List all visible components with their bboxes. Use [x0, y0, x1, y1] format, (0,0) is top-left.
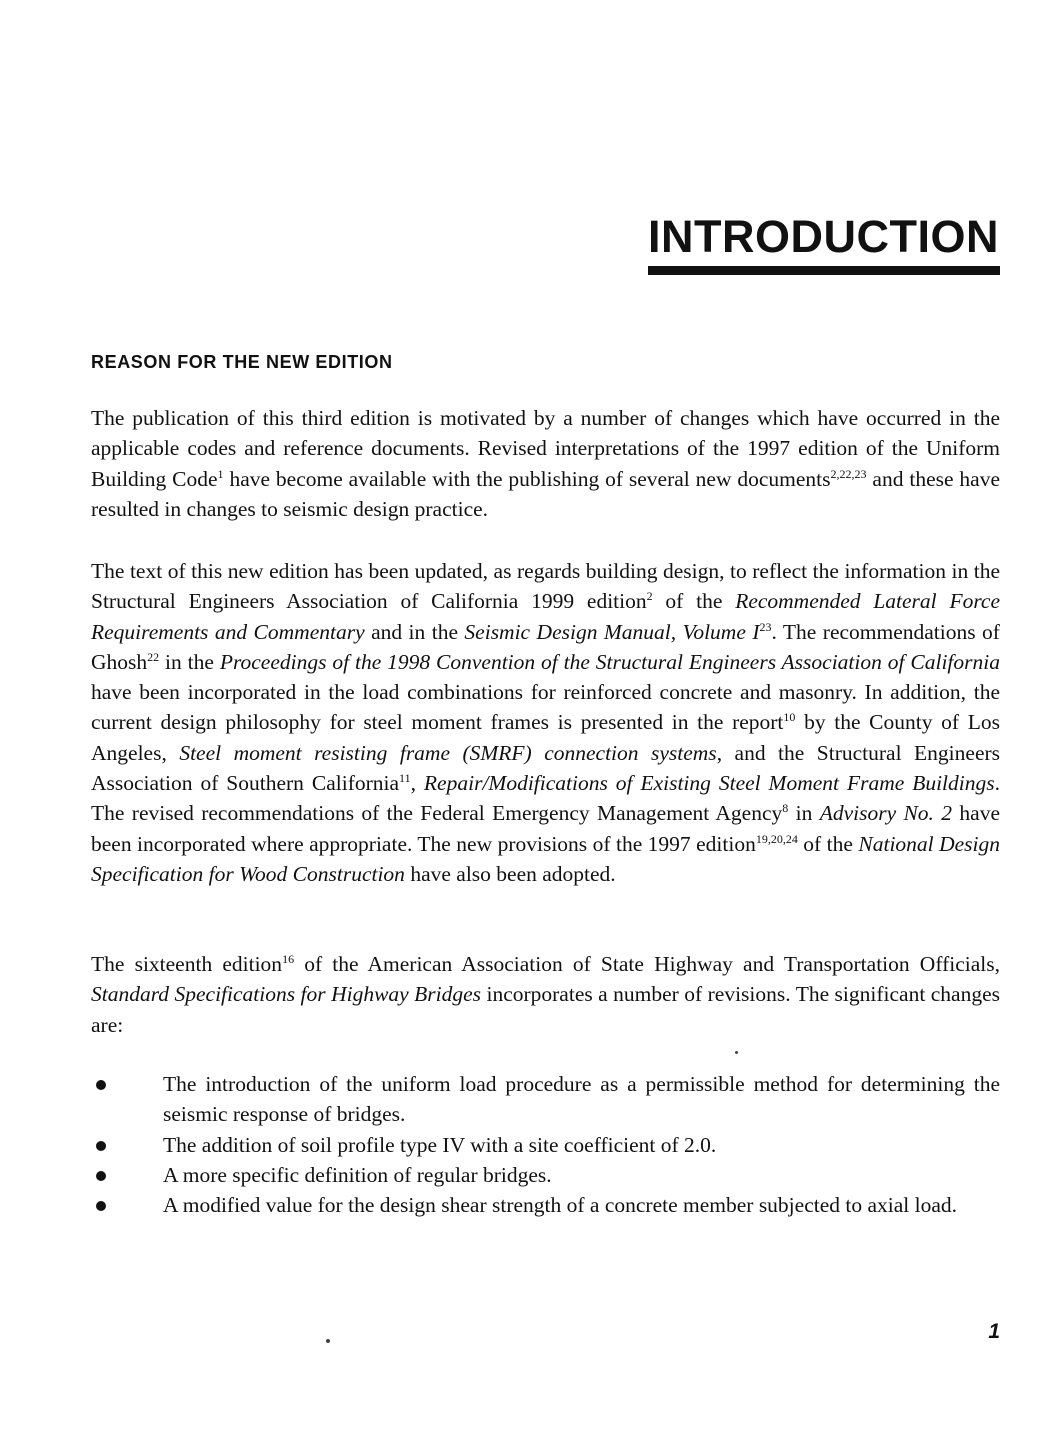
significant-changes-list	[91, 1069, 1000, 1220]
text-run: have been incorporated in the load combinations for reinforced concrete and masonry. In addition, the current design philosophy for steel moment frames is presented in the report	[91, 680, 1000, 735]
reference-superscript: 1	[217, 466, 224, 481]
list-item-text: The introduction of the uniform load procedure as a permissible method for determining the seismic response of bridges.	[163, 1072, 1000, 1127]
text-run: of the	[797, 831, 859, 856]
scan-speck	[735, 1051, 738, 1054]
reference-superscript: 2	[646, 589, 653, 604]
text-run: The publication of this third edition is motivated by a number of changes which have occurred in the applicable codes and reference documents. Revised interpretations of the 1997 edition of the Uniform Building Code	[91, 406, 1000, 491]
reference-superscript: 16	[282, 952, 295, 966]
reference-superscript: 23	[759, 619, 772, 634]
document-title: Proceedings of the 1998 Convention of the Structural Engineers Association of California	[219, 649, 1000, 674]
text-run: . The revised recommendations of the Federal Emergency Management Agency	[91, 771, 1000, 826]
text-run: ,	[410, 771, 424, 796]
reference-superscript: 19,20,24	[755, 831, 798, 846]
document-title: Recommended Lateral Force Requirements and Commentary	[91, 589, 1000, 644]
text-run: incorporates a number of revisions. The significant changes are:	[91, 982, 1000, 1037]
paragraph-reason	[91, 403, 1000, 524]
document-title: Seismic Design Manual, Volume I	[464, 619, 760, 644]
document-title: Advisory No. 2	[819, 801, 953, 826]
document-title: Steel moment resisting frame (SMRF) connection systems	[179, 740, 717, 765]
list-item-text: The addition of soil profile type IV with a site coefficient of 2.0.	[163, 1132, 717, 1157]
list-item	[91, 1190, 1000, 1220]
reference-superscript: 8	[782, 801, 789, 816]
document-title: National Design Specification for Wood Construction	[91, 831, 1000, 886]
reference-superscript: 2,22,23	[830, 466, 867, 481]
reference-superscript: 22	[147, 649, 160, 664]
text-run: and in the	[364, 619, 465, 644]
document-title: Standard Specifications for Highway Bridges	[91, 982, 482, 1007]
list-item	[91, 1069, 1000, 1130]
text-run: have also been adopted.	[404, 861, 616, 886]
chapter-title: INTRODUCTION	[648, 211, 999, 262]
list-item-text: A modified value for the design shear strength of a concrete member subjected to axial load.	[163, 1193, 958, 1218]
scan-speck	[326, 1339, 330, 1343]
text-run: , and the Structural Engineers Association of Southern California	[91, 740, 1001, 796]
text-run: The text of this new edition has been updated, as regards building design, to reflect the information in the Structural Engineers Association of California 1999 edition	[91, 559, 1000, 614]
section-heading: REASON FOR THE NEW EDITION	[91, 352, 393, 372]
reference-superscript: 10	[783, 710, 796, 725]
document-title: Repair/Modifications of Existing Steel Moment Frame Buildings	[423, 771, 995, 796]
text-run: of the	[652, 589, 736, 614]
list-item	[91, 1130, 1000, 1160]
text-run: and these have resulted in changes to seismic design practice.	[91, 466, 1000, 521]
paragraph-building-design	[91, 556, 1000, 889]
list-item-text: A more specific definition of regular bridges.	[163, 1162, 552, 1187]
text-run: in the	[159, 649, 220, 674]
reference-superscript: 11	[399, 771, 411, 786]
text-run: The sixteenth edition	[91, 952, 283, 976]
bullet-icon	[96, 1080, 106, 1090]
text-run: by the County of Los Angeles,	[91, 710, 1000, 765]
bullet-icon	[96, 1201, 106, 1211]
text-run: . The recommendations of Ghosh	[91, 619, 1000, 674]
list-item	[91, 1160, 1000, 1190]
text-run: of the American Association of State Highway and Transportation Officials,	[294, 952, 1000, 976]
page-number: 1	[988, 1320, 1000, 1343]
paragraph-bridge-specs	[91, 949, 1000, 1040]
text-run: have become available with the publishing of several new documents	[223, 466, 831, 491]
bullet-icon	[96, 1171, 106, 1181]
text-run: in	[788, 801, 820, 826]
text-run: have been incorporated where appropriate. The new provisions of the 1997 edition	[91, 801, 1000, 856]
bullet-icon	[96, 1141, 106, 1151]
title-underline-rule	[648, 266, 1000, 275]
